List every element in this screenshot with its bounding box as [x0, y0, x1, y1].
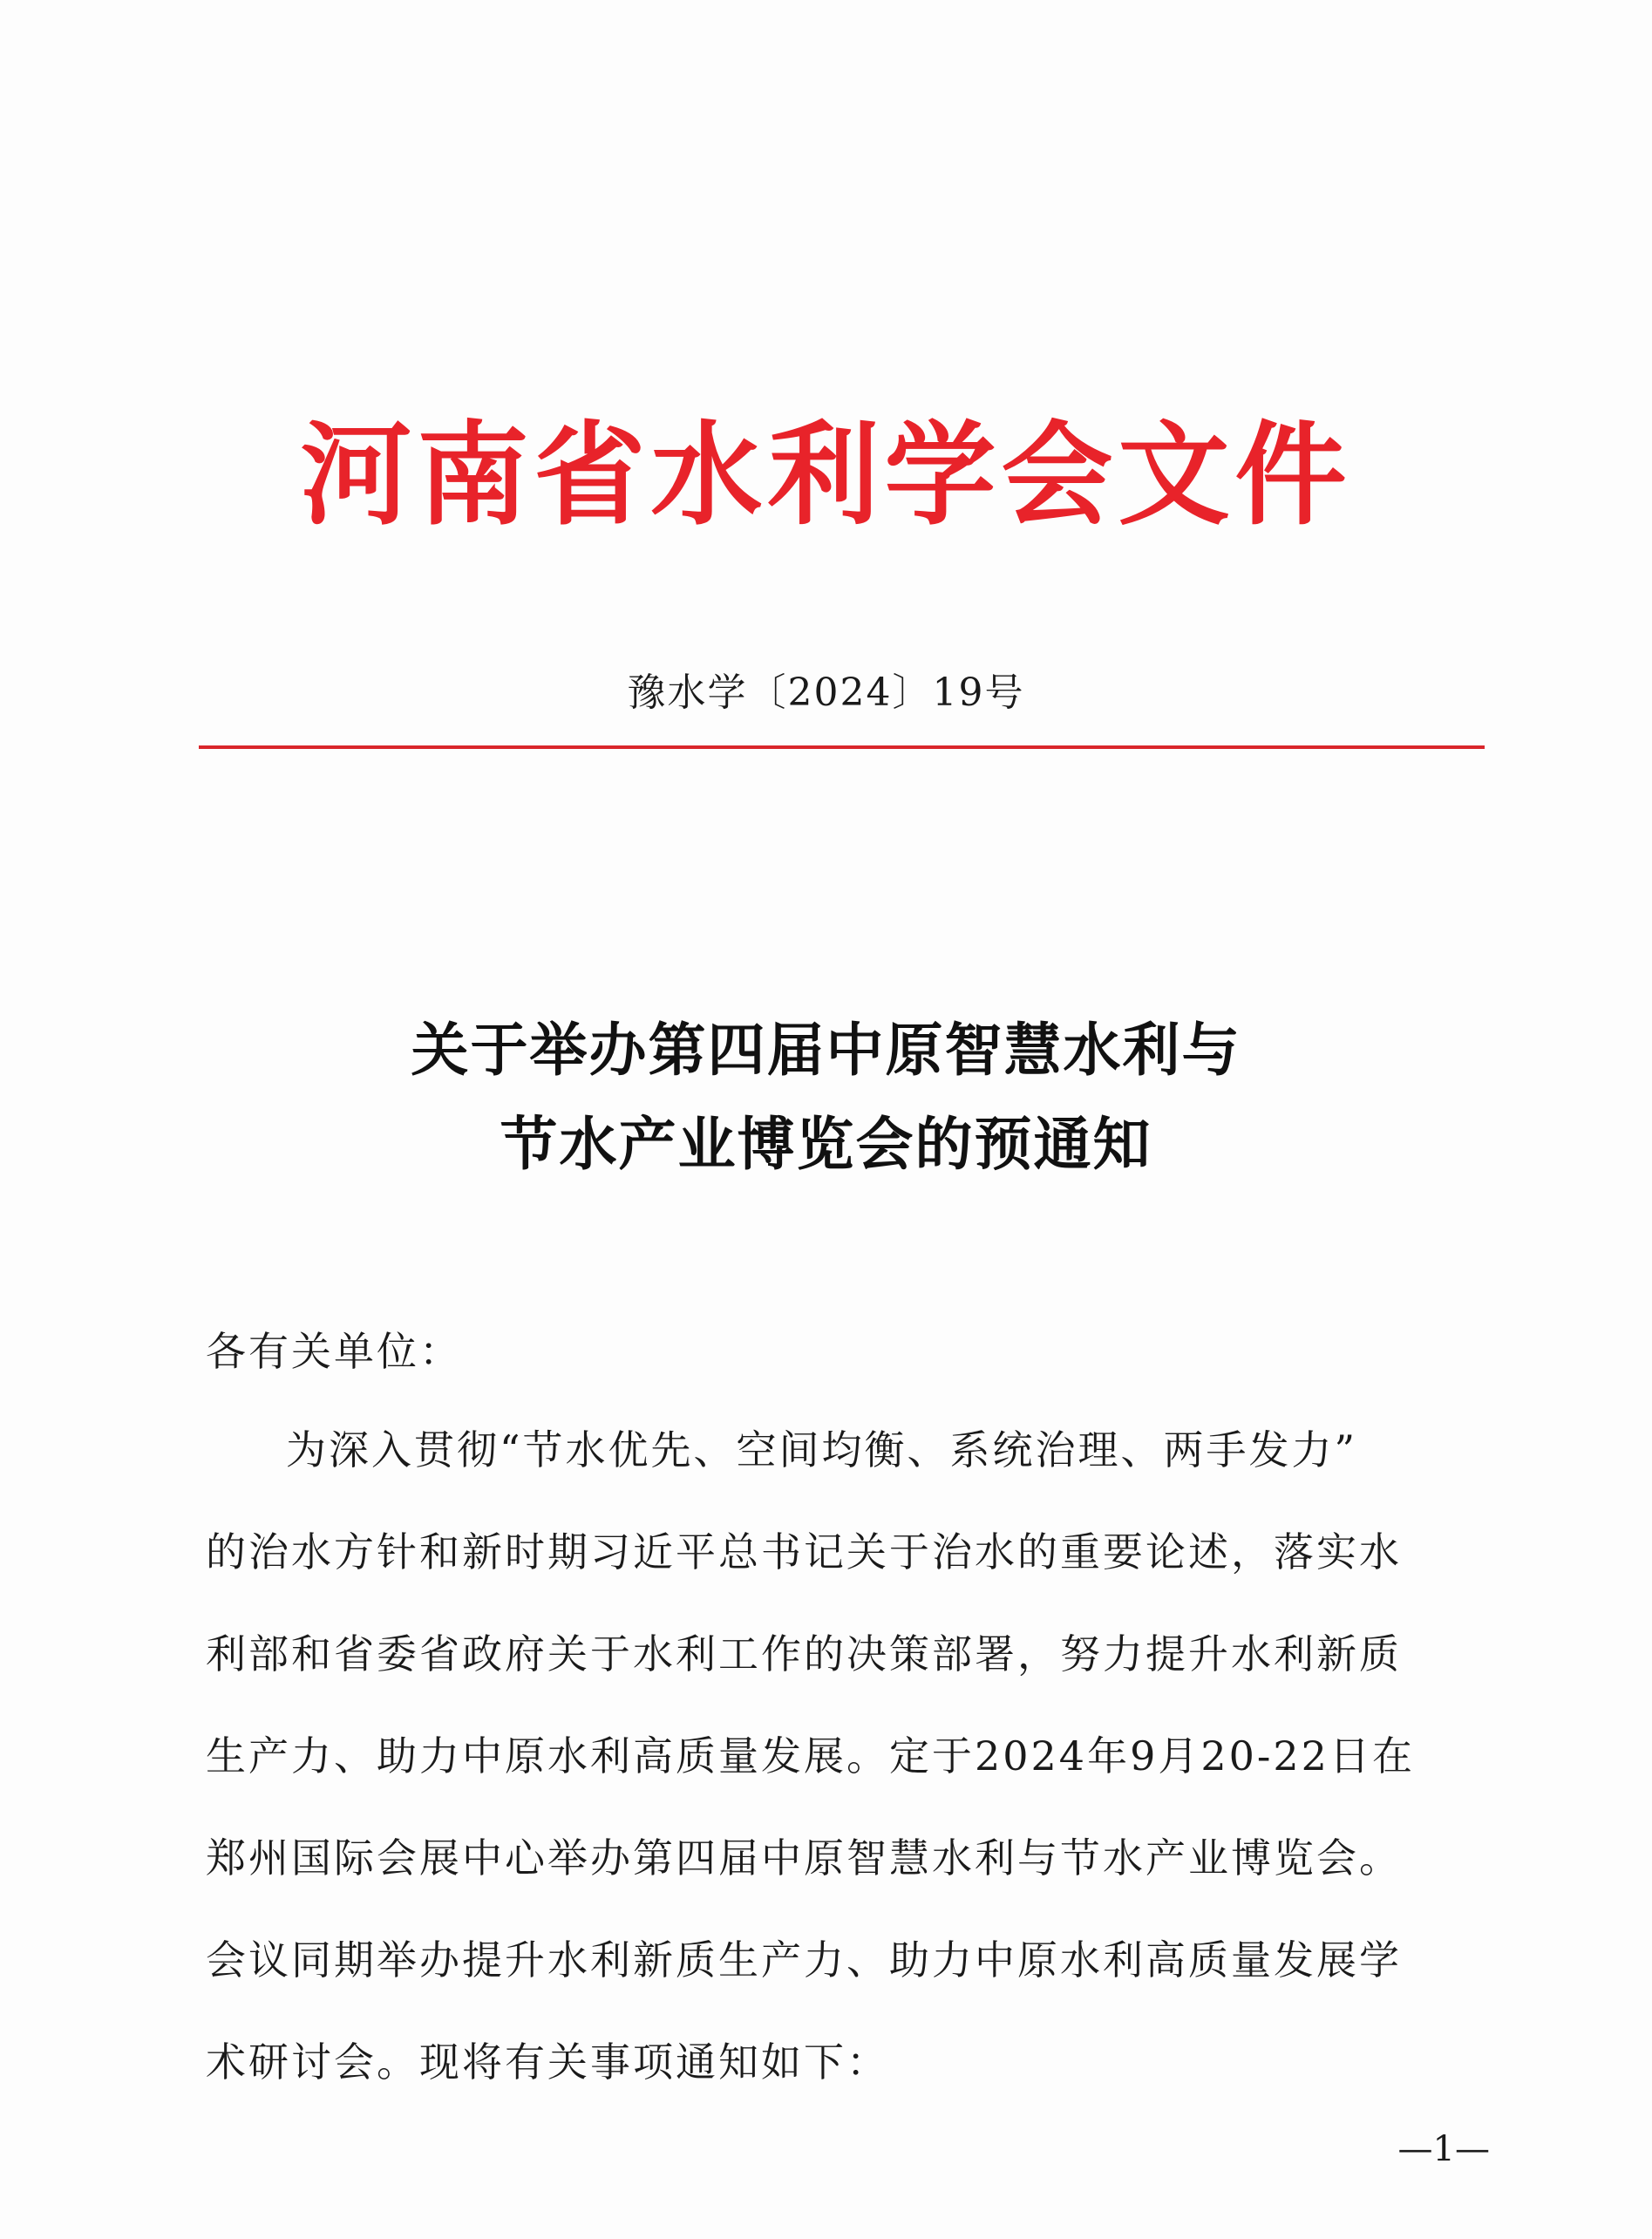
title-line-2: 节水产业博览会的预通知 — [500, 1110, 1152, 1178]
body-line: 术研讨会。现将有关事项通知如下： — [206, 2038, 889, 2086]
salutation: 各有关单位： — [206, 1328, 462, 1375]
title-line-1: 关于举办第四届中原智慧水利与 — [411, 1016, 1241, 1084]
body-line: 的治水方针和新时期习近平总书记关于治水的重要论述，落实水 — [206, 1528, 1402, 1575]
body-paragraph — [206, 1399, 1496, 2113]
page-number: —1— — [1397, 2129, 1490, 2169]
body-line: 为深入贯彻“节水优先、空间均衡、系统治理、两手发力” — [286, 1426, 1358, 1473]
body-line: 生产力、助力中原水利高质量发展。定于2024年9月20-22日在 — [206, 1732, 1415, 1780]
body-line: 会议同期举办提升水利新质生产力、助力中原水利高质量发展学 — [206, 1936, 1402, 1984]
issuing-organization-header: 河南省水利学会文件 — [300, 410, 1352, 541]
red-divider-line — [199, 745, 1485, 749]
body-line: 利部和省委省政府关于水利工作的决策部署，努力提升水利新质 — [206, 1630, 1402, 1678]
body-line: 郑州国际会展中心举办第四届中原智慧水利与节水产业博览会。 — [206, 1834, 1402, 1882]
document-number: 豫水学〔2024〕19号 — [627, 670, 1025, 715]
document-title — [0, 1003, 1652, 1191]
